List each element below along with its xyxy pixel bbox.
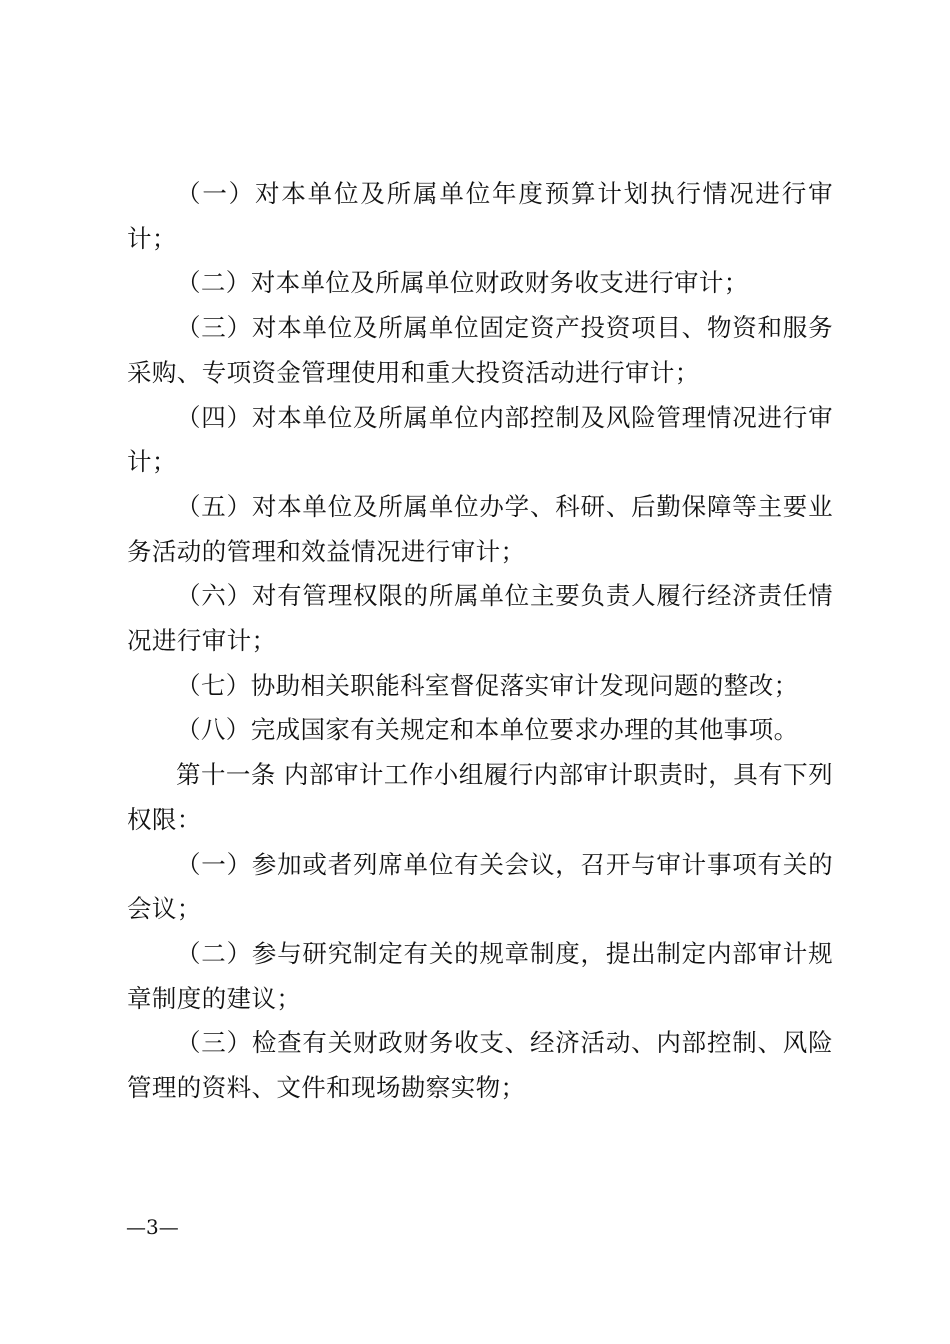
paragraph-assist-rectification: （七）协助相关职能科室督促落实审计发现问题的整改；: [176, 670, 799, 700]
paragraph-audit-investment: （三）对本单位及所属单位固定资产投资项目、物资和服务采购、专项资金管理使用和重大投资活动进行审计；: [127, 313, 833, 387]
paragraph-other-matters: （八）完成国家有关规定和本单位要求办理的其他事项。: [176, 715, 799, 745]
article-eleven-heading: 第十一条 内部审计工作小组履行内部审计职责时，具有下列权限：: [127, 760, 833, 834]
document-body: [127, 172, 833, 1111]
paragraph-audit-internal-control: （四）对本单位及所属单位内部控制及风险管理情况进行审计；: [127, 402, 833, 477]
paragraph-participate-regulations: （二）参与研究制定有关的规章制度，提出制定内部审计规章制度的建议；: [127, 938, 833, 1013]
paragraph-attend-meetings: （一）参加或者列席单位有关会议，召开与审计事项有关的会议；: [127, 849, 833, 924]
paragraph-audit-budget: （一）对本单位及所属单位年度预算计划执行情况进行审计；: [127, 179, 833, 253]
paragraph-audit-operations: （五）对本单位及所属单位办学、科研、后勤保障等主要业务活动的管理和效益情况进行审计；: [127, 491, 833, 566]
paragraph-audit-finance: （二）对本单位及所属单位财政财务收支进行审计；: [176, 268, 749, 298]
paragraph-inspect-materials: （三）检查有关财政财务收支、经济活动、内部控制、风险管理的资料、文件和现场勘察实物；: [127, 1028, 833, 1103]
paragraph-audit-economic-responsibility: （六）对有管理权限的所属单位主要负责人履行经济责任情况进行审计；: [127, 581, 833, 656]
page-number: —3—: [126, 1215, 179, 1239]
